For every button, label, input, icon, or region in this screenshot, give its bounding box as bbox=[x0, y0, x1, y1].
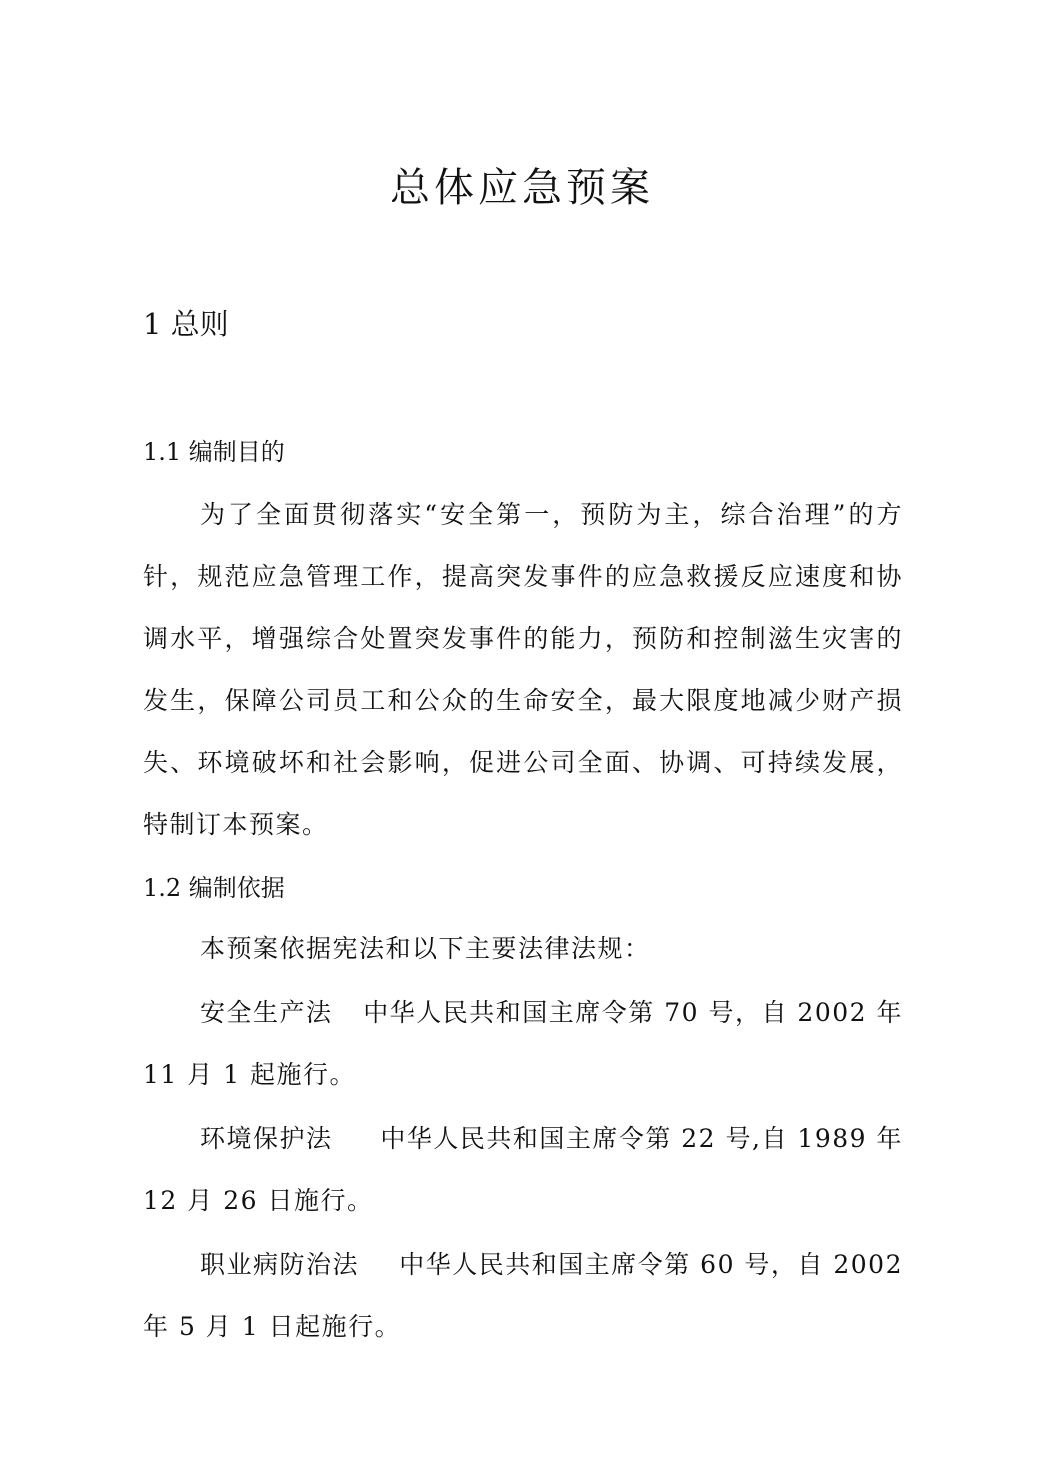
section-heading-1: 1 总则 bbox=[143, 307, 229, 341]
law-decree: 中华人民共和国主席令第 22 号,自 1989 年 bbox=[380, 1124, 903, 1153]
law-name: 环境保护法 bbox=[200, 1124, 333, 1153]
purpose-paragraph: 为了全面贯彻落实“安全第一，预防为主，综合治理”的方针，规范应急管理工作，提高突发事件的应急救援反应速度和协调水平，增强综合处置突发事件的能力，预防和控制滋生灾害的发生，保障公司员工和公众的生命安全，最大限度地减少财产损失、环境破坏和社会影响，促进公司全面、协调、可持续发展，特制订本预案。 bbox=[143, 500, 903, 839]
basis-intro-paragraph: 本预案依据宪法和以下主要法律法规： bbox=[200, 934, 651, 963]
law-effective-date: 11 月 1 起施行。 bbox=[143, 1060, 357, 1089]
law-effective-date: 12 月 26 日施行。 bbox=[143, 1186, 374, 1215]
section-heading-1-2: 1.2 编制依据 bbox=[143, 874, 285, 902]
document-title: 总体应急预案 bbox=[390, 165, 654, 211]
section-heading-1-1: 1.1 编制目的 bbox=[143, 438, 285, 466]
law-item bbox=[143, 1234, 903, 1358]
law-item bbox=[143, 1108, 903, 1232]
law-decree: 中华人民共和国主席令第 60 号，自 2002 bbox=[399, 1250, 903, 1279]
law-name: 职业病防治法 bbox=[200, 1250, 360, 1279]
law-effective-date: 年 5 月 1 日起施行。 bbox=[143, 1312, 402, 1341]
law-name: 安全生产法 bbox=[200, 998, 333, 1027]
law-decree: 中华人民共和国主席令第 70 号，自 2002 年 bbox=[363, 998, 903, 1027]
law-item bbox=[143, 982, 903, 1106]
